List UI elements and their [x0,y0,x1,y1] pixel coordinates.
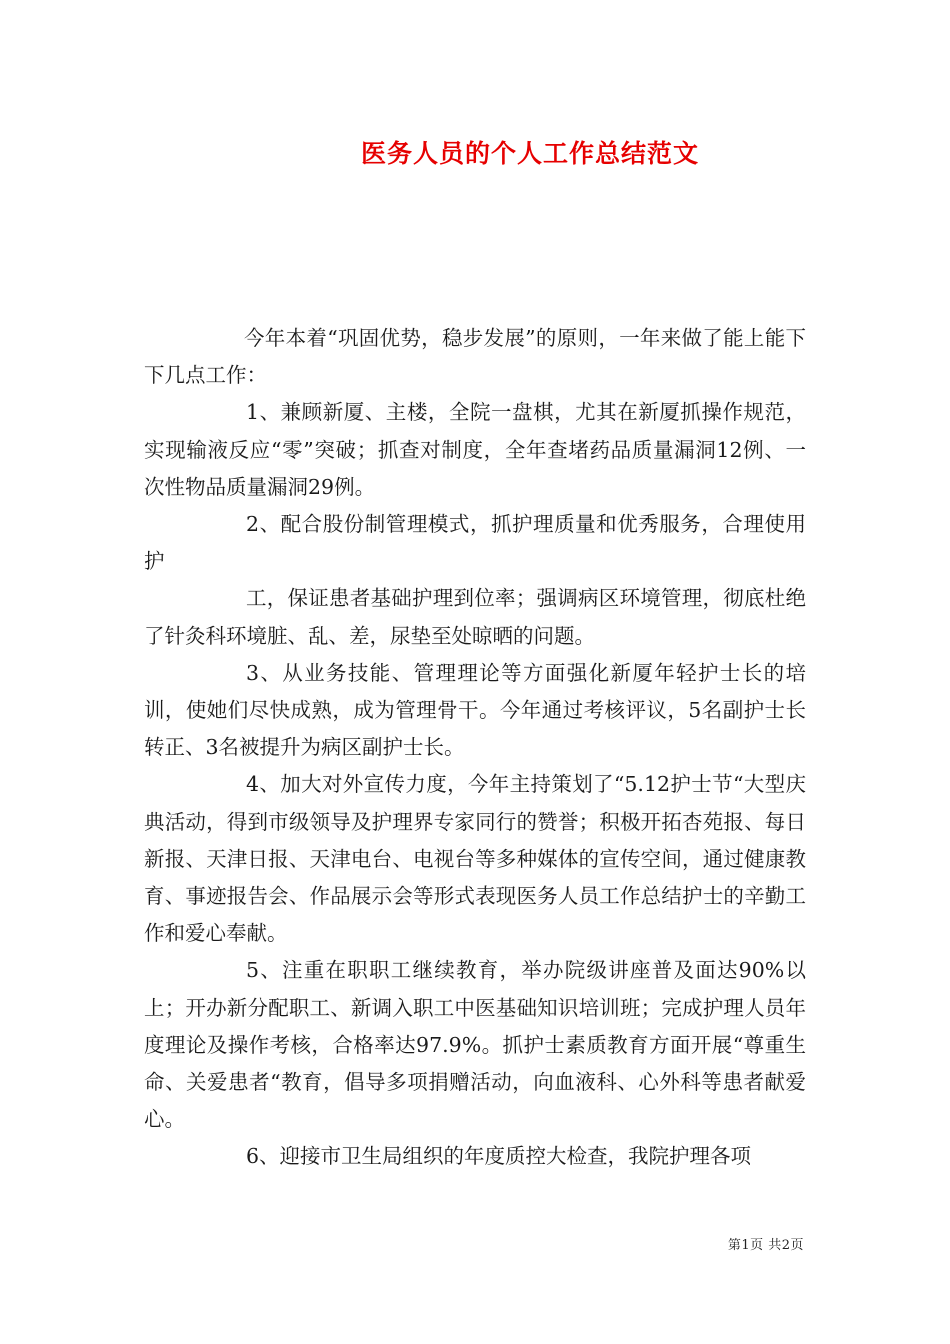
paragraph-item-6: 6、迎接市卫生局组织的年度质控大检查，我院护理各项 [246,1144,752,1169]
paragraph-item-3: 3、从业务技能、管理理论等方面强化新厦年轻护士长的培训，使她们尽快成熟，成为管理骨干。今年通过考核评议，5名副护士长转正、3名被提升为病区副护士长。 [144,660,806,760]
paragraph-item-4: 4、加大对外宣传力度，今年主持策划了“5.12护士节“大型庆典活动，得到市级领导及护理界专家同行的赞誉；积极开拓杏苑报、每日新报、天津日报、天津电台、电视台等多种媒体的宣传空间，通过健康教育、事迹报告会、作品展示会等形式表现医务人员工作总结护士的辛勤工作和爱心奉献。 [144,772,806,946]
paragraph-item-2: 2、配合股份制管理模式，抓护理质量和优秀服务，合理使用护 [144,512,806,574]
paragraph-item-1: 1、兼顾新厦、主楼，全院一盘棋，尤其在新厦抓操作规范，实现输液反应“零”突破；抓查对制度，全年查堵药品质量漏洞12例、一次性物品质量漏洞29例。 [144,400,806,499]
page-number-footer: 第1页 共2页 [727,1238,804,1253]
paragraph-item-2-continued: 工，保证患者基础护理到位率；强调病区环境管理，彻底杜绝了针灸科环境脏、乱、差，尿垫至处晾晒的问题。 [144,586,806,648]
paragraph-item-5: 5、注重在职职工继续教育，举办院级讲座普及面达90%以上；开办新分配职工、新调入职工中医基础知识培训班；完成护理人员年度理论及操作考核，合格率达97.9%。抓护士素质教育方面开展“尊重生命、关爱患者“教育，倡导多项捐赠活动，向血液科、心外科等患者献爱心。 [144,958,806,1132]
paragraph-intro: 今年本着“巩固优势，稳步发展”的原则，一年来做了能上能下下几点工作： [144,326,806,388]
document-title: 医务人员的个人工作总结范文 [360,139,699,168]
document-body [144,320,806,1176]
